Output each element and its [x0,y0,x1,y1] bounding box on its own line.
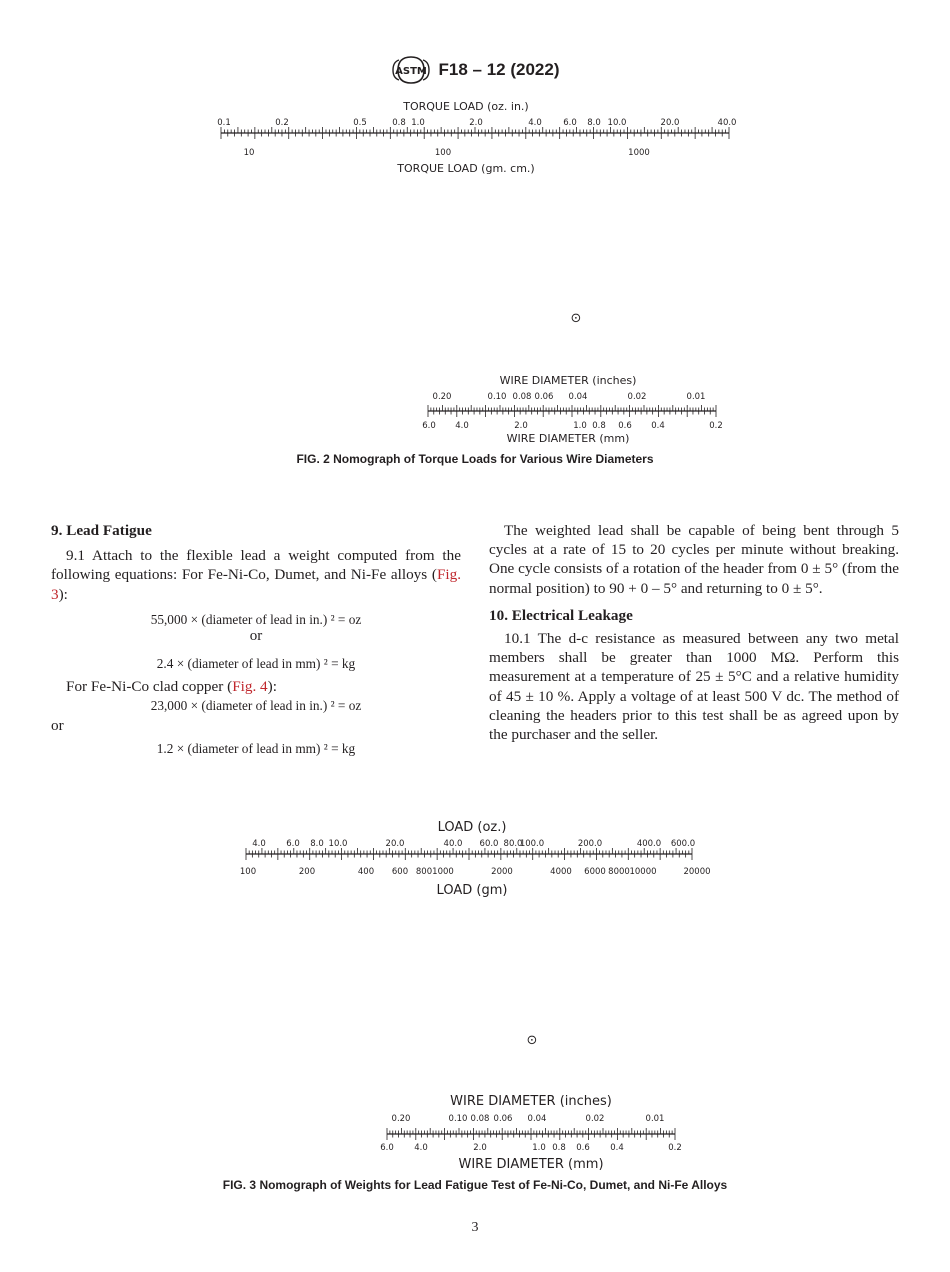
scale-label-bottom: 0.6 [618,421,632,431]
paragraph-9-1: 9.1 Attach to the flexible lead a weight computed from the following equations: For Fe-Ni-Co, Dumet, and Ni-Fe alloys (Fig. 3): [51,547,461,603]
scale-label-bottom: 0.4 [651,421,665,431]
scale-label-top: 0.20 [391,1114,411,1124]
equation-4: 1.2 × (diameter of lead in mm) ² = kg [156,740,356,756]
scale-label-bottom: 0.2 [709,421,723,431]
scale-label-bottom: 1.0 [532,1143,546,1153]
scale-label-top: 6.0 [563,118,577,128]
scale-label-bottom: 8000 [608,867,630,877]
pivot-point-icon: ⊙ [570,311,582,326]
scale-label-top: 4.0 [252,839,266,849]
scale-label-top: 0.02 [585,1114,605,1124]
fig4-link[interactable]: Fig. 4 [232,678,268,696]
load-scale [240,820,711,898]
scale-label-bottom: 100 [239,867,257,877]
clad-copper-text: For Fe-Ni-Co clad copper (Fig. 4): [66,678,277,696]
scale-label-top: 2.0 [469,118,483,128]
equation-1: 55,000 × (diameter of lead in in.) ² = oz [150,611,362,627]
scale-label-bottom: 4000 [550,867,572,877]
scale-title-top: WIRE DIAMETER (inches) [450,1094,612,1109]
scale-label-bottom: 600 [391,867,409,877]
scale-label-top: 4.0 [528,118,542,128]
scale-label-top: 200.0 [577,839,603,849]
scale-label-top: 0.5 [353,118,367,128]
scale-label-top: 0.20 [432,392,452,402]
scale-title-top: WIRE DIAMETER (inches) [499,374,637,387]
scale-title-bottom: LOAD (gm) [436,883,508,898]
scale-label-top: 0.10 [448,1114,468,1124]
scale-label-top: 0.06 [493,1114,513,1124]
scale-label-top: 400.0 [636,839,662,849]
scale-label-bottom: 2.0 [514,421,528,431]
scale-label-bottom: 400 [357,867,375,877]
scale-label-bottom: 10000 [629,867,657,877]
scale-label-bottom: 1000 [432,867,454,877]
paragraph-bending: The weighted lead shall be capable of being bent through 5 cycles at a rate of 15 to 20 cycles per minute without breaking. One cycle consists of a rotation of the header from 0 ± 5° (from the normal position) to 90 + 0 – 5° and returning to 0 ± 5°. [489,522,899,597]
scale-label-top: 0.10 [487,392,507,402]
scale-label-bottom: 2.0 [473,1143,487,1153]
scale-title-bottom: TORQUE LOAD (gm. cm.) [397,162,535,175]
scale-label-top: 0.04 [568,392,588,402]
scale-label-bottom: 0.8 [552,1143,566,1153]
scale-label-top: 0.08 [512,392,532,402]
fig2-caption: FIG. 2 Nomograph of Torque Loads for Various Wire Diameters [296,452,654,466]
scale-label-top: 10.0 [607,118,627,128]
scale-label-bottom: 10 [243,148,255,158]
fig2-nomograph [0,0,950,470]
paragraph-10-1: 10.1 The d-c resistance as measured between any two metal members shall be greater than 1000 MΩ. Perform this measurement at a temperature of 25 ± 5°C and a relative humidity of 45 ± 10 %. Apply a voltage of at least 500 V dc. The method of cleaning the headers prior to this test shall be as agreed upon by the purchaser and the seller. [489,630,899,744]
scale-label-top: 6.0 [286,839,300,849]
document-id: F18 – 12 (2022) [438,60,560,79]
scale-label-top: 0.8 [392,118,406,128]
equation-3: 23,000 × (diameter of lead in in.) ² = oz [150,698,362,714]
scale-label-top: 8.0 [310,839,324,849]
scale-label-top: 0.01 [686,392,706,402]
scale-label-top: 0.01 [645,1114,665,1124]
scale-label-bottom: 800 [415,867,433,877]
or-text: or [51,716,64,734]
scale-label-bottom: 6.0 [422,421,436,431]
scale-label-top: 100.0 [519,839,545,849]
left-column [51,521,461,758]
scale-label-top: 8.0 [587,118,601,128]
scale-label-top: 60.0 [479,839,499,849]
scale-label-bottom: 0.8 [592,421,606,431]
scale-label-bottom: 4.0 [455,421,469,431]
scale-label-bottom: 0.4 [610,1143,624,1153]
scale-label-top: 0.04 [527,1114,547,1124]
equation-2: 2.4 × (diameter of lead in mm) ² = kg [156,656,356,672]
scale-title-bottom: WIRE DIAMETER (mm) [458,1157,604,1172]
scale-label-top: 0.02 [627,392,647,402]
scale-label-bottom: 6.0 [380,1143,394,1153]
section-10-heading: 10. Electrical Leakage [489,606,633,624]
scale-label-top: 20.0 [660,118,680,128]
scale-label-top: 600.0 [670,839,696,849]
scale-label-bottom: 2000 [491,867,513,877]
scale-label-top: 80.0 [503,839,523,849]
scale-title-bottom: WIRE DIAMETER (mm) [506,432,630,445]
scale-label-top: 40.0 [717,118,737,128]
wire-diameter-scale [380,1094,682,1172]
scale-title-top: TORQUE LOAD (oz. in.) [403,100,529,113]
or-text: or [249,628,263,645]
scale-label-bottom: 1000 [628,148,650,158]
scale-label-top: 0.2 [275,118,289,128]
scale-label-bottom: 1.0 [573,421,587,431]
fig3-nomograph [0,800,950,1180]
scale-label-top: 0.1 [217,118,231,128]
scale-label-bottom: 0.6 [576,1143,590,1153]
scale-label-top: 1.0 [411,118,425,128]
scale-title-top: LOAD (oz.) [437,820,507,835]
scale-label-top: 20.0 [385,839,405,849]
section-9-heading: 9. Lead Fatigue [51,522,152,539]
scale-label-bottom: 20000 [683,867,711,877]
logo-text: ASTM [394,66,427,77]
fig3-link[interactable]: Fig. 3 [51,566,461,603]
scale-label-top: 0.06 [534,392,554,402]
scale-label-bottom: 6000 [584,867,606,877]
torque-load-scale [217,100,736,175]
scale-label-top: 0.08 [470,1114,490,1124]
scale-label-top: 10.0 [328,839,348,849]
scale-label-bottom: 0.2 [668,1143,682,1153]
fig3-caption: FIG. 3 Nomograph of Weights for Lead Fatigue Test of Fe-Ni-Co, Dumet, and Ni-Fe Alloys [222,1178,728,1192]
scale-label-top: 40.0 [443,839,463,849]
wire-diameter-scale [422,374,723,445]
right-column [489,521,899,744]
scale-label-bottom: 200 [298,867,316,877]
scale-label-bottom: 100 [434,148,452,158]
pivot-point-icon: ⊙ [526,1033,538,1048]
page-number: 3 [471,1220,479,1235]
scale-label-bottom: 4.0 [414,1143,428,1153]
